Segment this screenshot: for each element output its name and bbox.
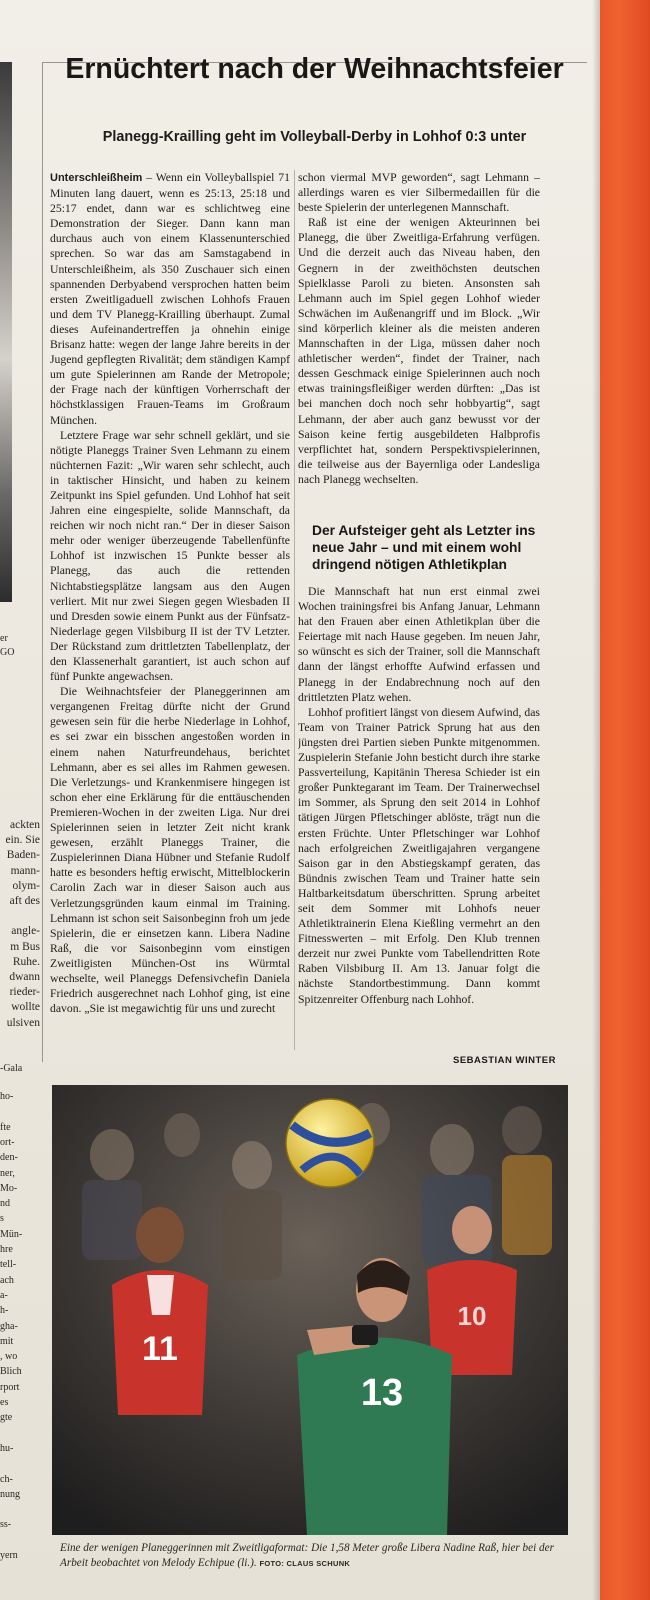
jersey-number-rass: 13 (360, 1372, 404, 1414)
paper-edge-shadow (592, 0, 600, 1600)
neighbor-text-fragment: mit (0, 1335, 14, 1347)
neighbor-text-fragment: rieder- (9, 986, 40, 999)
article-paragraph: Lohhof profitiert längst von diesem Aufwind, das Team von Trainer Patrick Sprung hat aus den jüngsten drei Partien sieben Punkte mitgenommen. Zuspielerin Stefanie John besticht durch ihre starke Passverteilung, Kapitänin Theresa Schieder ist ein großer Punktegarant im Team. Der Trainerwechsel im Sommer, als Sprung den seit 2014 in Lohhof tätigen Jürgen Pfletschinger ablöste, trägt nun die ersten Früchte. Unter Pfletschinger war Lohhof nach erfolgreichen Zweitligajahren vergangene Saison gar in den Abstiegskampf geraten, das Bündnis zwischen Team und Trainer hatte sein Haltbarkeitsdatum überschritten. Sprung arbeitet seit dem Sommer mit Lohhofs neuer Athletiktrainerin Elena Kießling vermehrt an den Fitnesswerten – mit Erfolg. Den Klub trennen derzeit nur zwei Punkte vom Tabellendritten Rote Raben Vilsbiburg II. Am 13. Januar folgt die nächste Standortbestimmung. Dann kommt Spitzenreiter Offenburg nach Lohhof. (298, 705, 540, 1006)
neighbor-text-fragment: Mo- (0, 1182, 18, 1194)
column-divider (294, 170, 295, 1050)
neighbor-text-fragment: ein. Sie (5, 834, 40, 847)
article-headline: Ernüchtert nach der Weihnachtsfeier (65, 53, 564, 85)
neighbor-text-fragment: , wo (0, 1351, 18, 1363)
neighbor-text-fragment: a- (0, 1289, 8, 1301)
neighbor-text-fragment: hre (0, 1244, 13, 1255)
neighbor-text-fragment: ach (0, 1274, 14, 1286)
article-paragraph: Unterschleißheim – Wenn ein Volleyballspiel 71 Minuten lang dauert, wenn es 25:13, 25:18 und 25:17 endet, dann war es schlichtweg eine Demonstration der Sieger. Dann kann man durchaus auch von einem Klassenunterschied sprechen. So war das am Samstagabend in Unterschleißheim, als 350 Zuschauer sich einen spannenden Derbyabend versprochen hatten beim ersten Zweitligaduell zwischen Lohhofs Frauen und dem TV Planegg-Krailling überhaupt. Zumal dieses Aufeinandertreffen ja ohnehin einige Brisanz hatte: wegen der lange Jahre bereits in der Jugend gepflegten Rivalität; dem ständigen Kampf um gute Spielerinnen am Rande der Metropole; der Frage nach der künftigen Vorherrschaft der höchstklassigen Frauen-Teams im Großraum München. (50, 171, 290, 427)
neighbor-text-fragment: Ruhe. (12, 955, 40, 968)
jersey-number-echipue: 11 (142, 1330, 178, 1368)
volleyball-ball (286, 1099, 374, 1187)
article-paragraph: Die Weihnachtsfeier der Planeggerinnen am vergangenen Freitag dürfte nicht der Grund gewesen sein für die herbe Niederlage in Lohhof, es sei zwar ein bisschen angestoßen worden in einem nahen Naturfreundehaus, berichtet Lehmann, aber es sei alles im Rahmen gewesen. Die Verletzungs- und Krankenmisere hingegen ist schon eher eine Erklärung für die enttäuschenden Premieren-Wochen in der zweiten Liga. Nur drei Spielerinnen seien in letzter Zeit nicht krank gewesen, erzählt Planeggs Trainer, die Zuspielerinnen Diana Hübner und Stefanie Rudolf hatte es besonders heftig erwischt, Mittelblockerin Carolin Zach war in dieser Saison auch aus Verletzungsgründen kaum einmal im Training. Lehmann ist schon seit Saisonbeginn froh um jede Spielerin, die er einsetzen kann. Libera Nadine Raß, die vor Saisonbeginn vom einstigen Zweitligisten München-Ost ins Würmtal wechselte, weil Planeggs Defensivchefin Daniela Friedrich ausgerechnet nach Lohhof ging, ist eine davon. „Sie ist megawichtig für uns und zurecht (50, 685, 290, 1016)
photo-credit: FOTO: CLAUS SCHUNK (259, 1558, 351, 1568)
article-paragraph: schon viermal MVP geworden“, sagt Lehmann – allerdings waren es vier Silbermedaillen für die beste Spielerin der unterlegenen Mannschaft. (298, 171, 540, 215)
neighbor-text-fragment: ch- (0, 1473, 13, 1485)
jersey-number-background: 10 (457, 1301, 487, 1331)
article-dateline: Unterschleißheim (50, 172, 143, 184)
neighbor-text-fragment: dwann (9, 971, 40, 983)
background-orange-surface (598, 0, 650, 1600)
neighbor-text-fragment: Blich (0, 1366, 22, 1378)
article-paragraph: Die Mannschaft hat nun erst einmal zwei Wochen trainingsfrei bis Anfang Januar, Lehmann hat den Frauen aber einen Athletikplan über die Feiertage mit nach Hause gegeben. Im neuen Jahr, so wünscht es sich der Trainer, soll die Mannschaft dann der längst erhoffte Aufwind erfassen und Planegg in der Endabrechnung noch auf den drittletzten Platz wehen. (298, 585, 540, 704)
neighbor-text-fragment: ss- (0, 1519, 12, 1531)
neighbor-text-fragment: -Gala (0, 1063, 23, 1074)
neighbor-text-fragment: m Bus (10, 940, 40, 953)
neighbor-article-fragments (0, 600, 40, 1600)
neighbor-text-fragment: GO (0, 647, 15, 658)
article-column-2-continued (298, 584, 540, 1054)
neighbor-text-fragment: gha- (0, 1320, 18, 1332)
photo-caption: Eine der wenigen Planeggerinnen mit Zweitligaformat: Die 1,58 Meter große Libera Nadine Raß, hier bei der Arbeit beobachtet von Melody Echipue (li.). FOTO: CLAUS SCHUNK (60, 1542, 554, 1569)
neighbor-text-fragment: tell- (0, 1259, 17, 1271)
neighbor-text-fragment: hu- (0, 1442, 14, 1454)
neighbor-text-fragment: ner, (0, 1167, 15, 1179)
neighbor-text-fragment: er (0, 633, 8, 644)
neighbor-text-fragment: angle- (11, 925, 40, 938)
article-author: SEBASTIAN WINTER (453, 1055, 556, 1066)
neighbor-text-fragment: aft des (9, 895, 40, 907)
article-paragraph: Raß ist eine der wenigen Akteurinnen bei Planegg, die über Zweitliga-Erfahrung verfügen. Und die derzeit auch das Niveau haben, den Gegnern in der zweithöchsten deutschen Spielklasse Paroli zu bieten. Ansonsten sah Lehmann auch im Spiel gegen Lohhof wieder Schwächen im Außenangriff und im Block. „Wir sind körperlich kleiner als die meisten anderen Mannschaften in der Liga, müssen daher noch athletischer werden“, findet der Trainer, nach dessen Geschmack einige Spielerinnen auch noch etwas trainingsfleißiger werden dürften: „Das ist bei manchen doch noch sehr hobbyartig“, sagt Lehmann, der aber auch ganz bewusst vor der Saison keine fertig ausgebildeten Halbprofis verpflichtet hat, sondern Perspektivspielerinnen, die teilweise aus der Bayernliga oder Landesliga nach Planegg wechselten. (298, 216, 540, 486)
neighbor-text-fragment: ackten (9, 819, 40, 831)
neighbor-text-fragment: yern (0, 1550, 18, 1561)
article-paragraph: Letztere Frage war sehr schnell geklärt, und sie nötigte Planeggs Trainer Sven Lehmann zu einem nüchternen Fazit: „Wir waren sehr schlecht, auch in taktischer Hinsicht, und haben zu keinem Zeitpunkt ins Spiel gefunden. Und Lohhof hat seit Jahren eine eingespielte, solide Mannschaft, da reichen wir noch nicht ran.“ Der in dieser Saison mehr oder weniger überzeugende Tabellenfünfte Lohhof ist inzwischen 15 Punkte besser als Planegg, das auch die rettenden Nichtabstiegsplätze langsam aus den Augen verliert. Mit nur zwei Siegen gegen Wiesbaden II und Dresden sowie einem Punkt aus der Fünfsatz-Niederlage gegen Vilsbiburg II ist der TV Letzter. Der Rückstand zum drittletzten Tabellenplatz, der den Klassenerhalt garantiert, ist auch schon auf fünf Punkte angewachsen. (50, 428, 290, 684)
article-column-2 (298, 170, 540, 520)
neighbor-text-fragment: h- (0, 1305, 9, 1317)
article-subhead: Der Aufsteiger geht als Letzter ins neue Jahr – und mit einem wohl dringend nötigen Athletikplan (312, 523, 536, 572)
volleyball-photo (52, 1085, 568, 1535)
neighbor-article-photo-edge (0, 62, 12, 602)
neighbor-text-fragment: Mün- (0, 1228, 23, 1240)
neighbor-text-fragment: Baden- (6, 849, 40, 862)
neighbor-text-fragment: den- (0, 1152, 18, 1164)
neighbor-text-fragment: es (0, 1397, 9, 1408)
neighbor-text-fragment: gte (0, 1412, 13, 1424)
neighbor-text-fragment: fte (0, 1121, 11, 1133)
neighbor-text-fragment: s (0, 1213, 4, 1225)
neighbor-text-fragment: ort- (0, 1136, 15, 1148)
neighbor-text-fragment: nung (0, 1488, 20, 1500)
article-column-1 (50, 170, 290, 1062)
article-subheadline: Planegg-Krailling geht im Volleyball-Derby in Lohhof 0:3 unter (102, 129, 527, 145)
neighbor-text-fragment: ho- (0, 1091, 14, 1102)
neighbor-text-fragment: mann- (10, 864, 40, 877)
neighbor-text-fragment: olym- (12, 879, 40, 892)
article-left-rule (42, 62, 43, 1062)
neighbor-text-fragment: rport (0, 1381, 20, 1393)
neighbor-text-fragment: nd (0, 1198, 10, 1210)
neighbor-text-fragment: ulsiven (6, 1016, 40, 1029)
neighbor-text-fragment: wollte (11, 1001, 40, 1014)
